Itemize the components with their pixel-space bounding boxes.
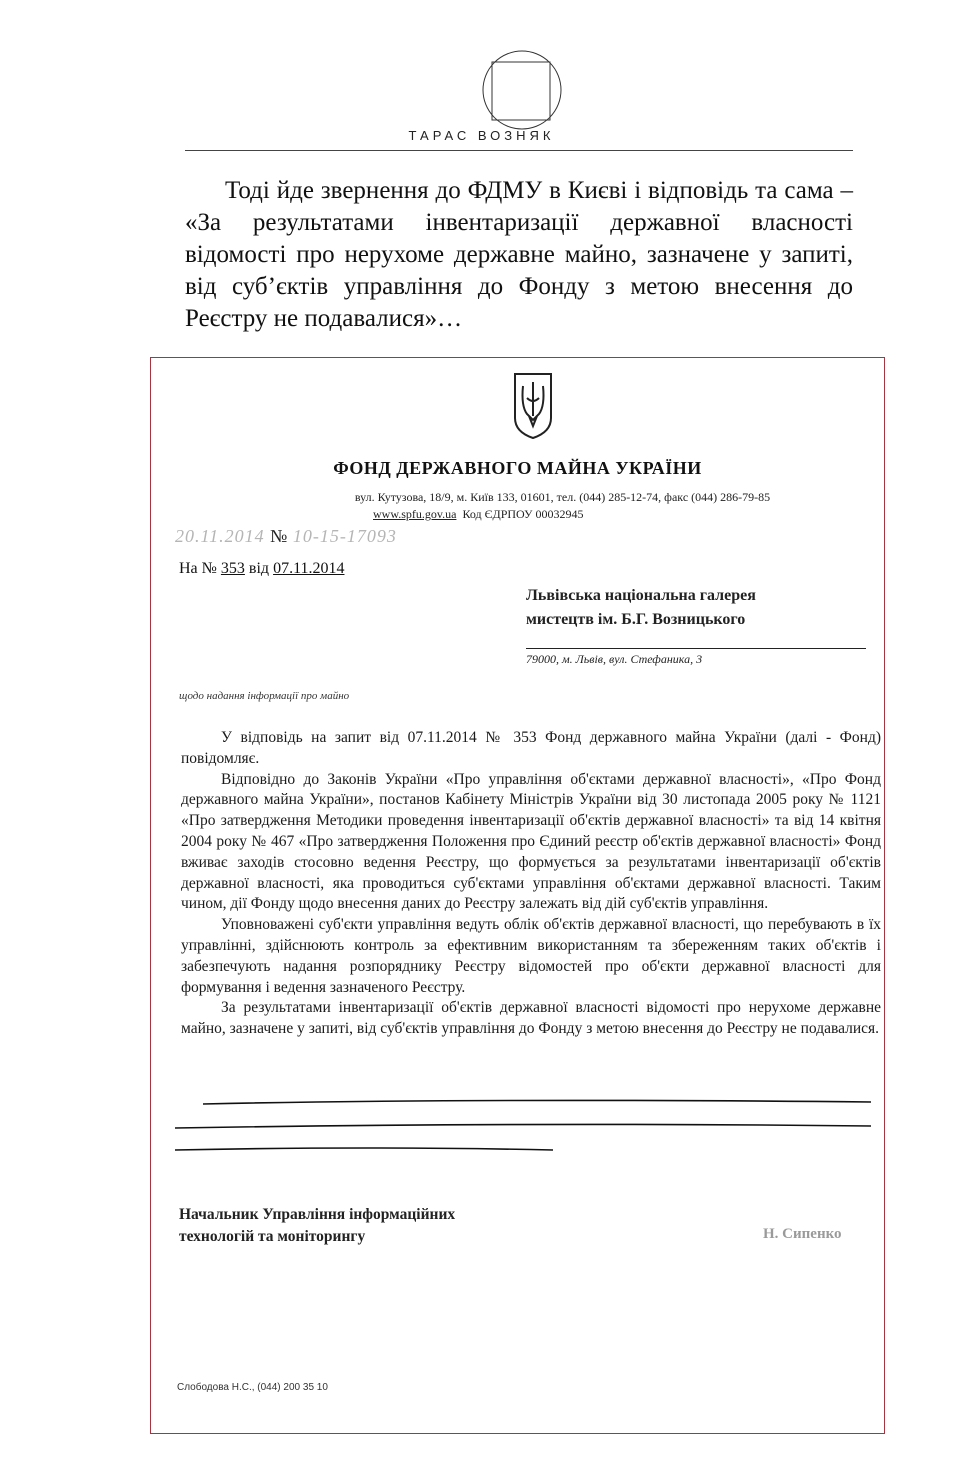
trident-emblem-icon bbox=[511, 370, 555, 440]
reply-date: 07.11.2014 bbox=[273, 560, 345, 577]
org-website-link[interactable]: www.spfu.gov.ua bbox=[373, 507, 457, 521]
org-title: ФОНД ДЕРЖАВНОГО МАЙНА УКРАЇНИ bbox=[333, 458, 702, 478]
reply-reference bbox=[179, 560, 344, 578]
intro-paragraph: Тоді йде звернення до ФДМУ в Києві і відповідь та сама – «За результатами інвентаризації державної власності відомості про нерухоме державне майно, зазначене у запиті, від суб’єктів управління до Фонду з метою внесення до Реєстру не подавалися»… bbox=[185, 177, 853, 332]
outgoing-registration bbox=[175, 526, 397, 547]
author-logo-icon bbox=[480, 48, 564, 132]
author-name: ТАРАС ВОЗНЯК bbox=[408, 128, 555, 143]
handwritten-underline-marks bbox=[173, 1088, 873, 1198]
letter-subject: щодо надання інформації про майно bbox=[179, 690, 350, 702]
executor-note: Слободова Н.С., (044) 200 35 10 bbox=[177, 1382, 328, 1393]
recipient-divider bbox=[526, 648, 866, 649]
reply-prefix: На № bbox=[179, 560, 217, 577]
body-paragraph-4-highlighted: За результатами інвентаризації об'єктів державної власності відомості про нерухоме державне майно, зазначене у запиті, від суб'єктів управління до Фонду з метою внесення до Реєстру не подавалися. bbox=[181, 999, 881, 1038]
outgoing-no-label: № bbox=[270, 526, 288, 546]
signature-block bbox=[179, 1204, 455, 1248]
outgoing-number: 10-15-17093 bbox=[292, 526, 397, 546]
letter-body bbox=[181, 728, 881, 1040]
outgoing-date: 20.11.2014 bbox=[175, 526, 265, 546]
reply-number: 353 bbox=[220, 560, 245, 577]
recipient-address: 79000, м. Львів, вул. Стефаника, 3 bbox=[526, 652, 703, 666]
header-divider bbox=[185, 150, 853, 151]
org-code: Код ЄДРПОУ 00032945 bbox=[462, 507, 584, 521]
scanned-letter bbox=[150, 357, 885, 1434]
body-paragraph-3: Уповноважені суб'єкти управління ведуть облік об'єктів державної власності, що перебувають в їх управлінні, здійснюють контроль за ефективним використанням та збереженням таких об'єктів і забезпечують надання розпоряднику Реєстру відомостей про об'єкти державної власності для формування і ведення зазначеного Реєстру. bbox=[181, 916, 881, 996]
signer-name: Н. Сипенко bbox=[763, 1226, 842, 1242]
org-address: вул. Кутузова, 18/9, м. Київ 133, 01601, тел. (044) 285-12-74, факс (044) 286-79-85 bbox=[354, 490, 771, 504]
org-contacts bbox=[373, 507, 584, 522]
body-paragraph-1: У відповідь на запит від 07.11.2014 № 353 Фонд державного майна України (далі - Фонд) повідомляє. bbox=[181, 729, 881, 767]
recipient-line-1: Львівська національна галерея bbox=[526, 587, 756, 604]
reply-mid: від bbox=[248, 560, 270, 577]
body-paragraph-2: Відповідно до Законів України «Про управління об'єктами державної власності», «Про Фонд державного майна України», постанов Кабінету Міністрів України від 30 листопада 2005 року № 1121 «Про затвердження Методики проведення інвентаризації об'єктів державної власності» та від 14 квітня 2004 року № 467 «Про затвердження Положення про Єдиний реєстр об'єктів державної власності» Фонд вживає заходів стосовно ведення Реєстру, що формується за результатами інвентаризації об'єктів державної власності, яка проводиться суб'єктами управління об'єктами державної власності. Таким чином, дії Фонду щодо внесення даних до Реєстру залежать від дій суб'єктів управління. bbox=[181, 770, 881, 913]
recipient bbox=[526, 584, 866, 632]
recipient-line-2: мистецтв ім. Б.Г. Возницького bbox=[526, 611, 746, 628]
signature-title-line-1: Начальник Управління інформаційних bbox=[179, 1206, 456, 1223]
signature-title-line-2: технологій та моніторингу bbox=[179, 1228, 366, 1245]
